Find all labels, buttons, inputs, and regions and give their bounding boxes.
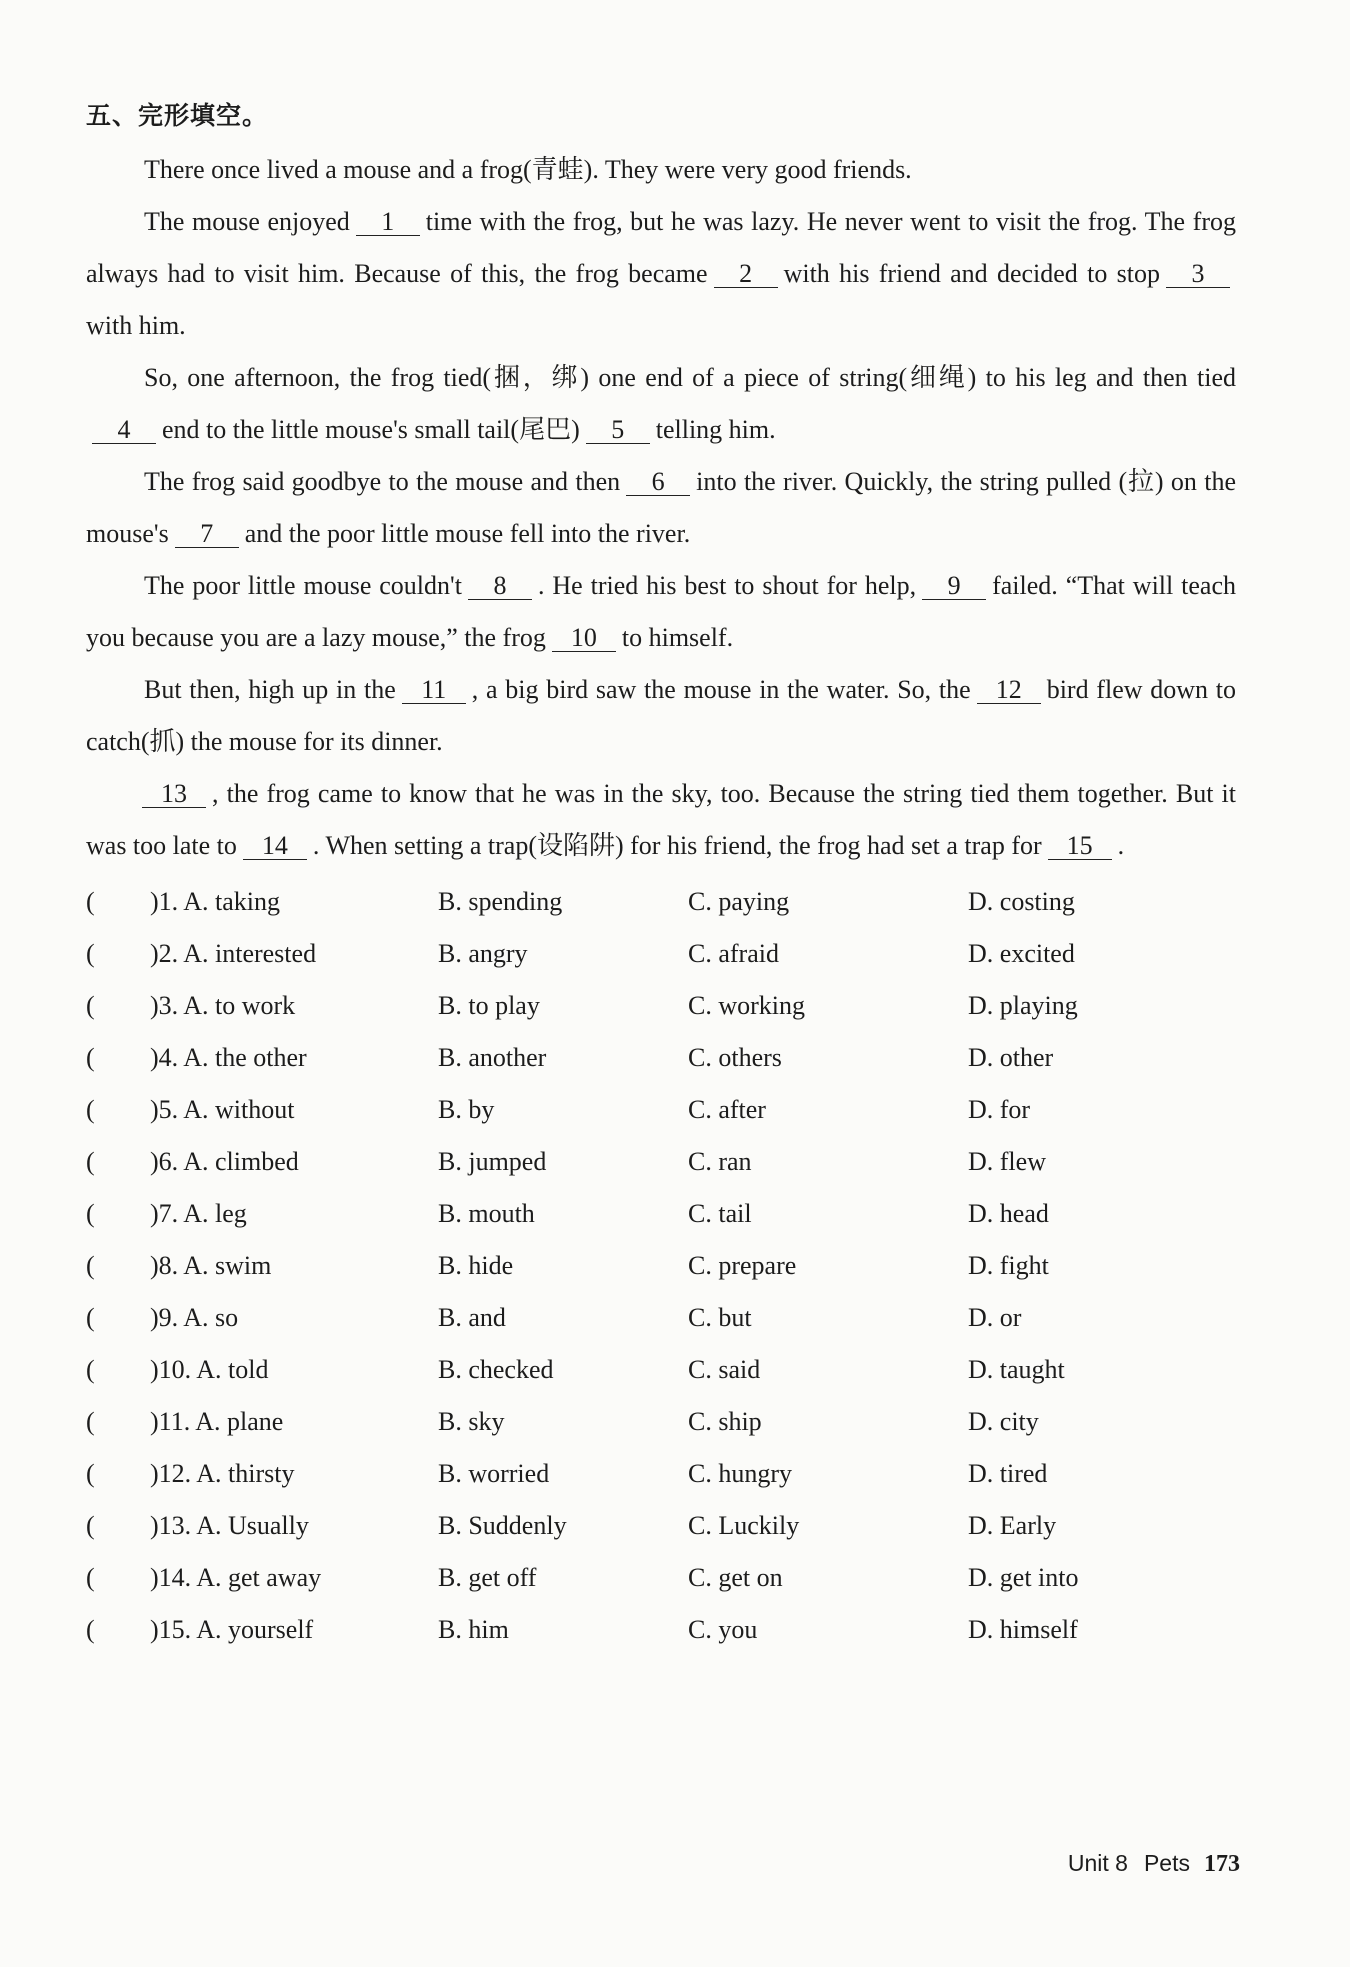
option-d: D. playing — [968, 991, 1078, 1020]
option-row-8 — [86, 1240, 1236, 1292]
option-d: D. fight — [968, 1251, 1049, 1280]
option-row-10 — [86, 1344, 1236, 1396]
footer-title: Pets — [1143, 1850, 1190, 1876]
option-d: D. city — [968, 1407, 1039, 1436]
option-b: B. checked — [438, 1355, 554, 1384]
text: , a big bird saw the mouse in the water. So, the — [471, 675, 971, 704]
paragraph-2 — [86, 196, 1236, 352]
text: The frog said goodbye to the mouse and then — [144, 467, 621, 496]
content — [86, 96, 1236, 1656]
option-c: C. tail — [688, 1199, 752, 1228]
option-c: C. get on — [688, 1563, 783, 1592]
option-c: C. said — [688, 1355, 761, 1384]
text: failed. “That will teach you because you are a lazy mouse,” the frog — [86, 571, 1236, 652]
option-d: D. flew — [968, 1147, 1046, 1176]
option-c: C. but — [688, 1303, 752, 1332]
answer-paren[interactable]: ( — [86, 1459, 95, 1488]
option-c: C. afraid — [688, 939, 779, 968]
blank-14: 14 — [243, 833, 307, 860]
answer-paren[interactable]: ( — [86, 991, 95, 1020]
blank-7: 7 — [175, 521, 239, 548]
option-a: )8. A. swim — [150, 1251, 272, 1280]
answer-paren[interactable]: ( — [86, 1355, 95, 1384]
option-b: B. another — [438, 1043, 547, 1072]
blank-9: 9 — [922, 573, 986, 600]
page-number: 173 — [1204, 1851, 1240, 1877]
blank-15: 15 — [1048, 833, 1112, 860]
option-a: )1. A. taking — [150, 887, 280, 916]
answer-paren[interactable]: ( — [86, 1563, 95, 1592]
options-list — [86, 876, 1236, 1656]
text: and the poor little mouse fell into the river. — [244, 519, 691, 548]
option-d: D. for — [968, 1095, 1031, 1124]
option-b: B. hide — [438, 1251, 514, 1280]
option-b: B. get off — [438, 1563, 537, 1592]
option-c: C. ship — [688, 1407, 762, 1436]
option-row-9 — [86, 1292, 1236, 1344]
option-row-1 — [86, 876, 1236, 928]
option-d: D. himself — [968, 1615, 1078, 1644]
option-c: C. working — [688, 991, 805, 1020]
option-b: B. by — [438, 1095, 495, 1124]
option-a: )2. A. interested — [150, 939, 317, 968]
paragraph-3 — [86, 352, 1236, 456]
paragraph-1 — [86, 144, 1236, 196]
option-d: D. excited — [968, 939, 1075, 968]
option-row-15 — [86, 1604, 1236, 1656]
option-a: )12. A. thirsty — [150, 1459, 295, 1488]
answer-paren[interactable]: ( — [86, 1095, 95, 1124]
text: , the frog came to know that he was in the sky, too. Because the string tied them together. But it was too late to — [86, 779, 1236, 860]
option-c: C. ran — [688, 1147, 752, 1176]
option-row-13 — [86, 1500, 1236, 1552]
text: with him. — [86, 311, 186, 340]
answer-paren[interactable]: ( — [86, 1303, 95, 1332]
answer-paren[interactable]: ( — [86, 1251, 95, 1280]
text: But then, high up in the — [144, 675, 396, 704]
option-a: )7. A. leg — [150, 1199, 247, 1228]
option-a: )11. A. plane — [150, 1407, 284, 1436]
blank-3: 3 — [1166, 261, 1230, 288]
blank-6: 6 — [626, 469, 690, 496]
option-d: D. or — [968, 1303, 1022, 1332]
paragraph-5 — [86, 560, 1236, 664]
option-d: D. taught — [968, 1355, 1065, 1384]
option-a: )14. A. get away — [150, 1563, 322, 1592]
paragraph-6 — [86, 664, 1236, 768]
answer-paren[interactable]: ( — [86, 1615, 95, 1644]
option-c: C. others — [688, 1043, 782, 1072]
option-c: C. paying — [688, 887, 790, 916]
paragraph-7 — [86, 768, 1236, 872]
blank-4: 4 — [92, 417, 156, 444]
text: into the river. Quickly, the string pulled (拉) on the mouse's — [86, 467, 1236, 548]
blank-1: 1 — [356, 209, 420, 236]
text: The mouse enjoyed — [144, 207, 350, 236]
option-c: C. Luckily — [688, 1511, 800, 1540]
text: . He tried his best to shout for help, — [537, 571, 917, 600]
option-a: )5. A. without — [150, 1095, 295, 1124]
option-b: B. and — [438, 1303, 506, 1332]
option-d: D. costing — [968, 887, 1075, 916]
option-b: B. angry — [438, 939, 528, 968]
option-d: D. head — [968, 1199, 1049, 1228]
text: The poor little mouse couldn't — [144, 571, 462, 600]
option-row-12 — [86, 1448, 1236, 1500]
option-c: C. after — [688, 1095, 766, 1124]
option-c: C. you — [688, 1615, 758, 1644]
text: with his friend and decided to stop — [783, 259, 1160, 288]
text: time with the frog, but he was lazy. He never went to visit the frog. The frog always had to visit him. Because of this, the frog became — [86, 207, 1236, 288]
option-b: B. him — [438, 1615, 509, 1644]
option-b: B. worried — [438, 1459, 550, 1488]
option-b: B. mouth — [438, 1199, 535, 1228]
option-c: C. hungry — [688, 1459, 792, 1488]
text: . — [1117, 831, 1125, 860]
option-row-2 — [86, 928, 1236, 980]
blank-12: 12 — [977, 677, 1041, 704]
blank-8: 8 — [468, 573, 532, 600]
option-d: D. tired — [968, 1459, 1048, 1488]
option-row-5 — [86, 1084, 1236, 1136]
passage — [86, 144, 1236, 872]
blank-13: 13 — [142, 781, 206, 808]
text: bird flew down to catch(抓) the mouse for its dinner. — [86, 675, 1236, 756]
option-b: B. Suddenly — [438, 1511, 567, 1540]
option-d: D. get into — [968, 1563, 1079, 1592]
text: There once lived a mouse and a frog(青蛙). They were very good friends. — [144, 155, 912, 184]
section-title: 五、完形填空。 — [86, 101, 269, 130]
paragraph-4 — [86, 456, 1236, 560]
answer-paren[interactable]: ( — [86, 1043, 95, 1072]
text: . When setting a trap(设陷阱) for his friend, the frog had set a trap for — [312, 831, 1042, 860]
option-b: B. spending — [438, 887, 563, 916]
blank-11: 11 — [402, 677, 466, 704]
blank-5: 5 — [586, 417, 650, 444]
option-a: )6. A. climbed — [150, 1147, 299, 1176]
option-d: D. other — [968, 1043, 1054, 1072]
text: end to the little mouse's small tail(尾巴) — [162, 415, 580, 444]
option-d: D. Early — [968, 1511, 1057, 1540]
option-a: )9. A. so — [150, 1303, 239, 1332]
option-a: )13. A. Usually — [150, 1511, 309, 1540]
option-b: B. to play — [438, 991, 540, 1020]
answer-paren[interactable]: ( — [86, 939, 95, 968]
option-b: B. jumped — [438, 1147, 547, 1176]
option-row-4 — [86, 1032, 1236, 1084]
footer-unit: Unit 8 — [1067, 1850, 1128, 1876]
option-row-6 — [86, 1136, 1236, 1188]
option-a: )15. A. yourself — [150, 1615, 314, 1644]
option-a: )3. A. to work — [150, 991, 296, 1020]
option-c: C. prepare — [688, 1251, 797, 1280]
answer-paren[interactable]: ( — [86, 1199, 95, 1228]
option-row-3 — [86, 980, 1236, 1032]
option-b: B. sky — [438, 1407, 505, 1436]
text: So, one afternoon, the frog tied(捆，绑) one end of a piece of string(细绳) to his leg and then tied — [144, 363, 1236, 392]
option-row-14 — [86, 1552, 1236, 1604]
option-row-7 — [86, 1188, 1236, 1240]
answer-paren[interactable]: ( — [86, 887, 95, 916]
answer-paren[interactable]: ( — [86, 1511, 95, 1540]
option-row-11 — [86, 1396, 1236, 1448]
text: telling him. — [655, 415, 776, 444]
answer-paren[interactable]: ( — [86, 1147, 95, 1176]
text: to himself. — [621, 623, 734, 652]
option-a: )10. A. told — [150, 1355, 269, 1384]
answer-paren[interactable]: ( — [86, 1407, 95, 1436]
blank-10: 10 — [552, 625, 616, 652]
page-footer — [1068, 1850, 1240, 1878]
blank-2: 2 — [714, 261, 778, 288]
option-a: )4. A. the other — [150, 1043, 307, 1072]
